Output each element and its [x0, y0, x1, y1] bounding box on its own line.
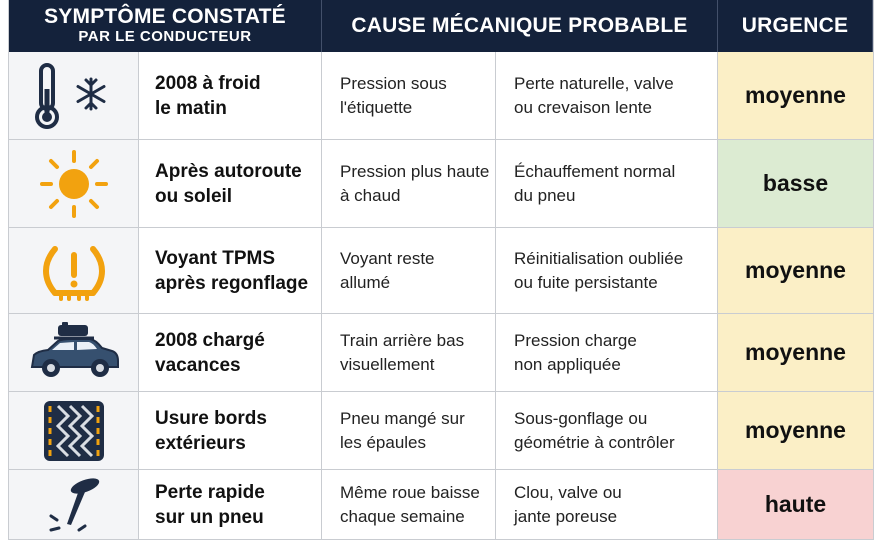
header-symptom	[9, 0, 322, 52]
tpms-warning-icon	[39, 239, 109, 303]
observation-line: à chaud	[340, 185, 401, 205]
observation-line: Pneu mangé sur	[340, 408, 465, 428]
tire-tread-icon	[41, 398, 107, 464]
symptom-line: vacances	[155, 354, 241, 376]
symptom-line: 2008 chargé	[155, 329, 265, 351]
cause-line: Perte naturelle, valve	[514, 73, 674, 93]
symptom-line: Après autoroute	[155, 160, 302, 182]
header-symptom-title: SYMPTÔME CONSTATÉ	[44, 5, 286, 28]
cause-cell	[496, 52, 718, 140]
observation-line: les épaules	[340, 432, 427, 452]
cause-line: non appliquée	[514, 354, 621, 374]
observation-cell	[322, 52, 496, 140]
cause-line: ou fuite persistante	[514, 272, 658, 292]
cause-line: ou crevaison lente	[514, 97, 652, 117]
observation-line: Pression plus haute	[340, 161, 490, 181]
row-icon-cell	[9, 52, 139, 140]
symptom-cell	[139, 470, 322, 540]
urgency-badge: moyenne	[718, 392, 873, 470]
header-cause	[322, 0, 718, 52]
thermometer-snowflake-icon	[34, 61, 114, 131]
urgency-badge: haute	[718, 470, 873, 540]
symptom-line: après regonflage	[155, 272, 309, 294]
symptom-line: ou soleil	[155, 185, 233, 207]
cause-line: Réinitialisation oubliée	[514, 248, 684, 268]
urgency-badge: moyenne	[718, 52, 873, 140]
symptom-line: Usure bords	[155, 407, 267, 429]
observation-line: Voyant reste	[340, 248, 435, 268]
observation-line: chaque semaine	[340, 506, 465, 526]
observation-line: Même roue baisse	[340, 482, 480, 502]
header-urgency-title: URGENCE	[741, 14, 849, 37]
row-icon-cell	[9, 140, 139, 228]
loaded-car-icon	[24, 321, 124, 385]
row-icon-cell	[9, 228, 139, 314]
header-urgency	[718, 0, 873, 52]
diagnostic-table	[8, 0, 874, 540]
cause-cell	[496, 228, 718, 314]
row-icon-cell	[9, 392, 139, 470]
observation-cell	[322, 392, 496, 470]
symptom-line: Perte rapide	[155, 481, 265, 503]
symptom-cell	[139, 228, 322, 314]
symptom-cell	[139, 52, 322, 140]
symptom-line: extérieurs	[155, 432, 246, 454]
symptom-cell	[139, 140, 322, 228]
urgency-badge: moyenne	[718, 228, 873, 314]
observation-cell	[322, 140, 496, 228]
cause-line: géométrie à contrôler	[514, 432, 675, 452]
header-cause-title: CAUSE MÉCANIQUE PROBABLE	[351, 14, 688, 37]
observation-cell	[322, 470, 496, 540]
cause-line: jante poreuse	[514, 506, 618, 526]
observation-cell	[322, 314, 496, 392]
observation-line: Pression sous	[340, 73, 447, 93]
symptom-line: Voyant TPMS	[155, 247, 275, 269]
cause-cell	[496, 392, 718, 470]
urgency-badge: moyenne	[718, 314, 873, 392]
cause-line: Pression charge	[514, 330, 637, 350]
observation-line: l'étiquette	[340, 97, 413, 117]
nail-icon	[39, 474, 109, 536]
cause-line: Échauffement normal	[514, 161, 676, 181]
symptom-line: 2008 à froid	[155, 72, 261, 94]
symptom-line: le matin	[155, 97, 227, 119]
row-icon-cell	[9, 314, 139, 392]
symptom-cell	[139, 314, 322, 392]
cause-cell	[496, 140, 718, 228]
urgency-badge: basse	[718, 140, 873, 228]
observation-cell	[322, 228, 496, 314]
row-icon-cell	[9, 470, 139, 540]
header-symptom-subtitle: PAR LE CONDUCTEUR	[78, 28, 252, 45]
cause-cell	[496, 470, 718, 540]
cause-line: Clou, valve ou	[514, 482, 622, 502]
observation-line: allumé	[340, 272, 391, 292]
observation-line: Train arrière bas	[340, 330, 465, 350]
cause-cell	[496, 314, 718, 392]
cause-line: du pneu	[514, 185, 576, 205]
symptom-line: sur un pneu	[155, 506, 264, 528]
symptom-cell	[139, 392, 322, 470]
cause-line: Sous-gonflage ou	[514, 408, 648, 428]
sun-icon	[38, 148, 110, 220]
observation-line: visuellement	[340, 354, 435, 374]
